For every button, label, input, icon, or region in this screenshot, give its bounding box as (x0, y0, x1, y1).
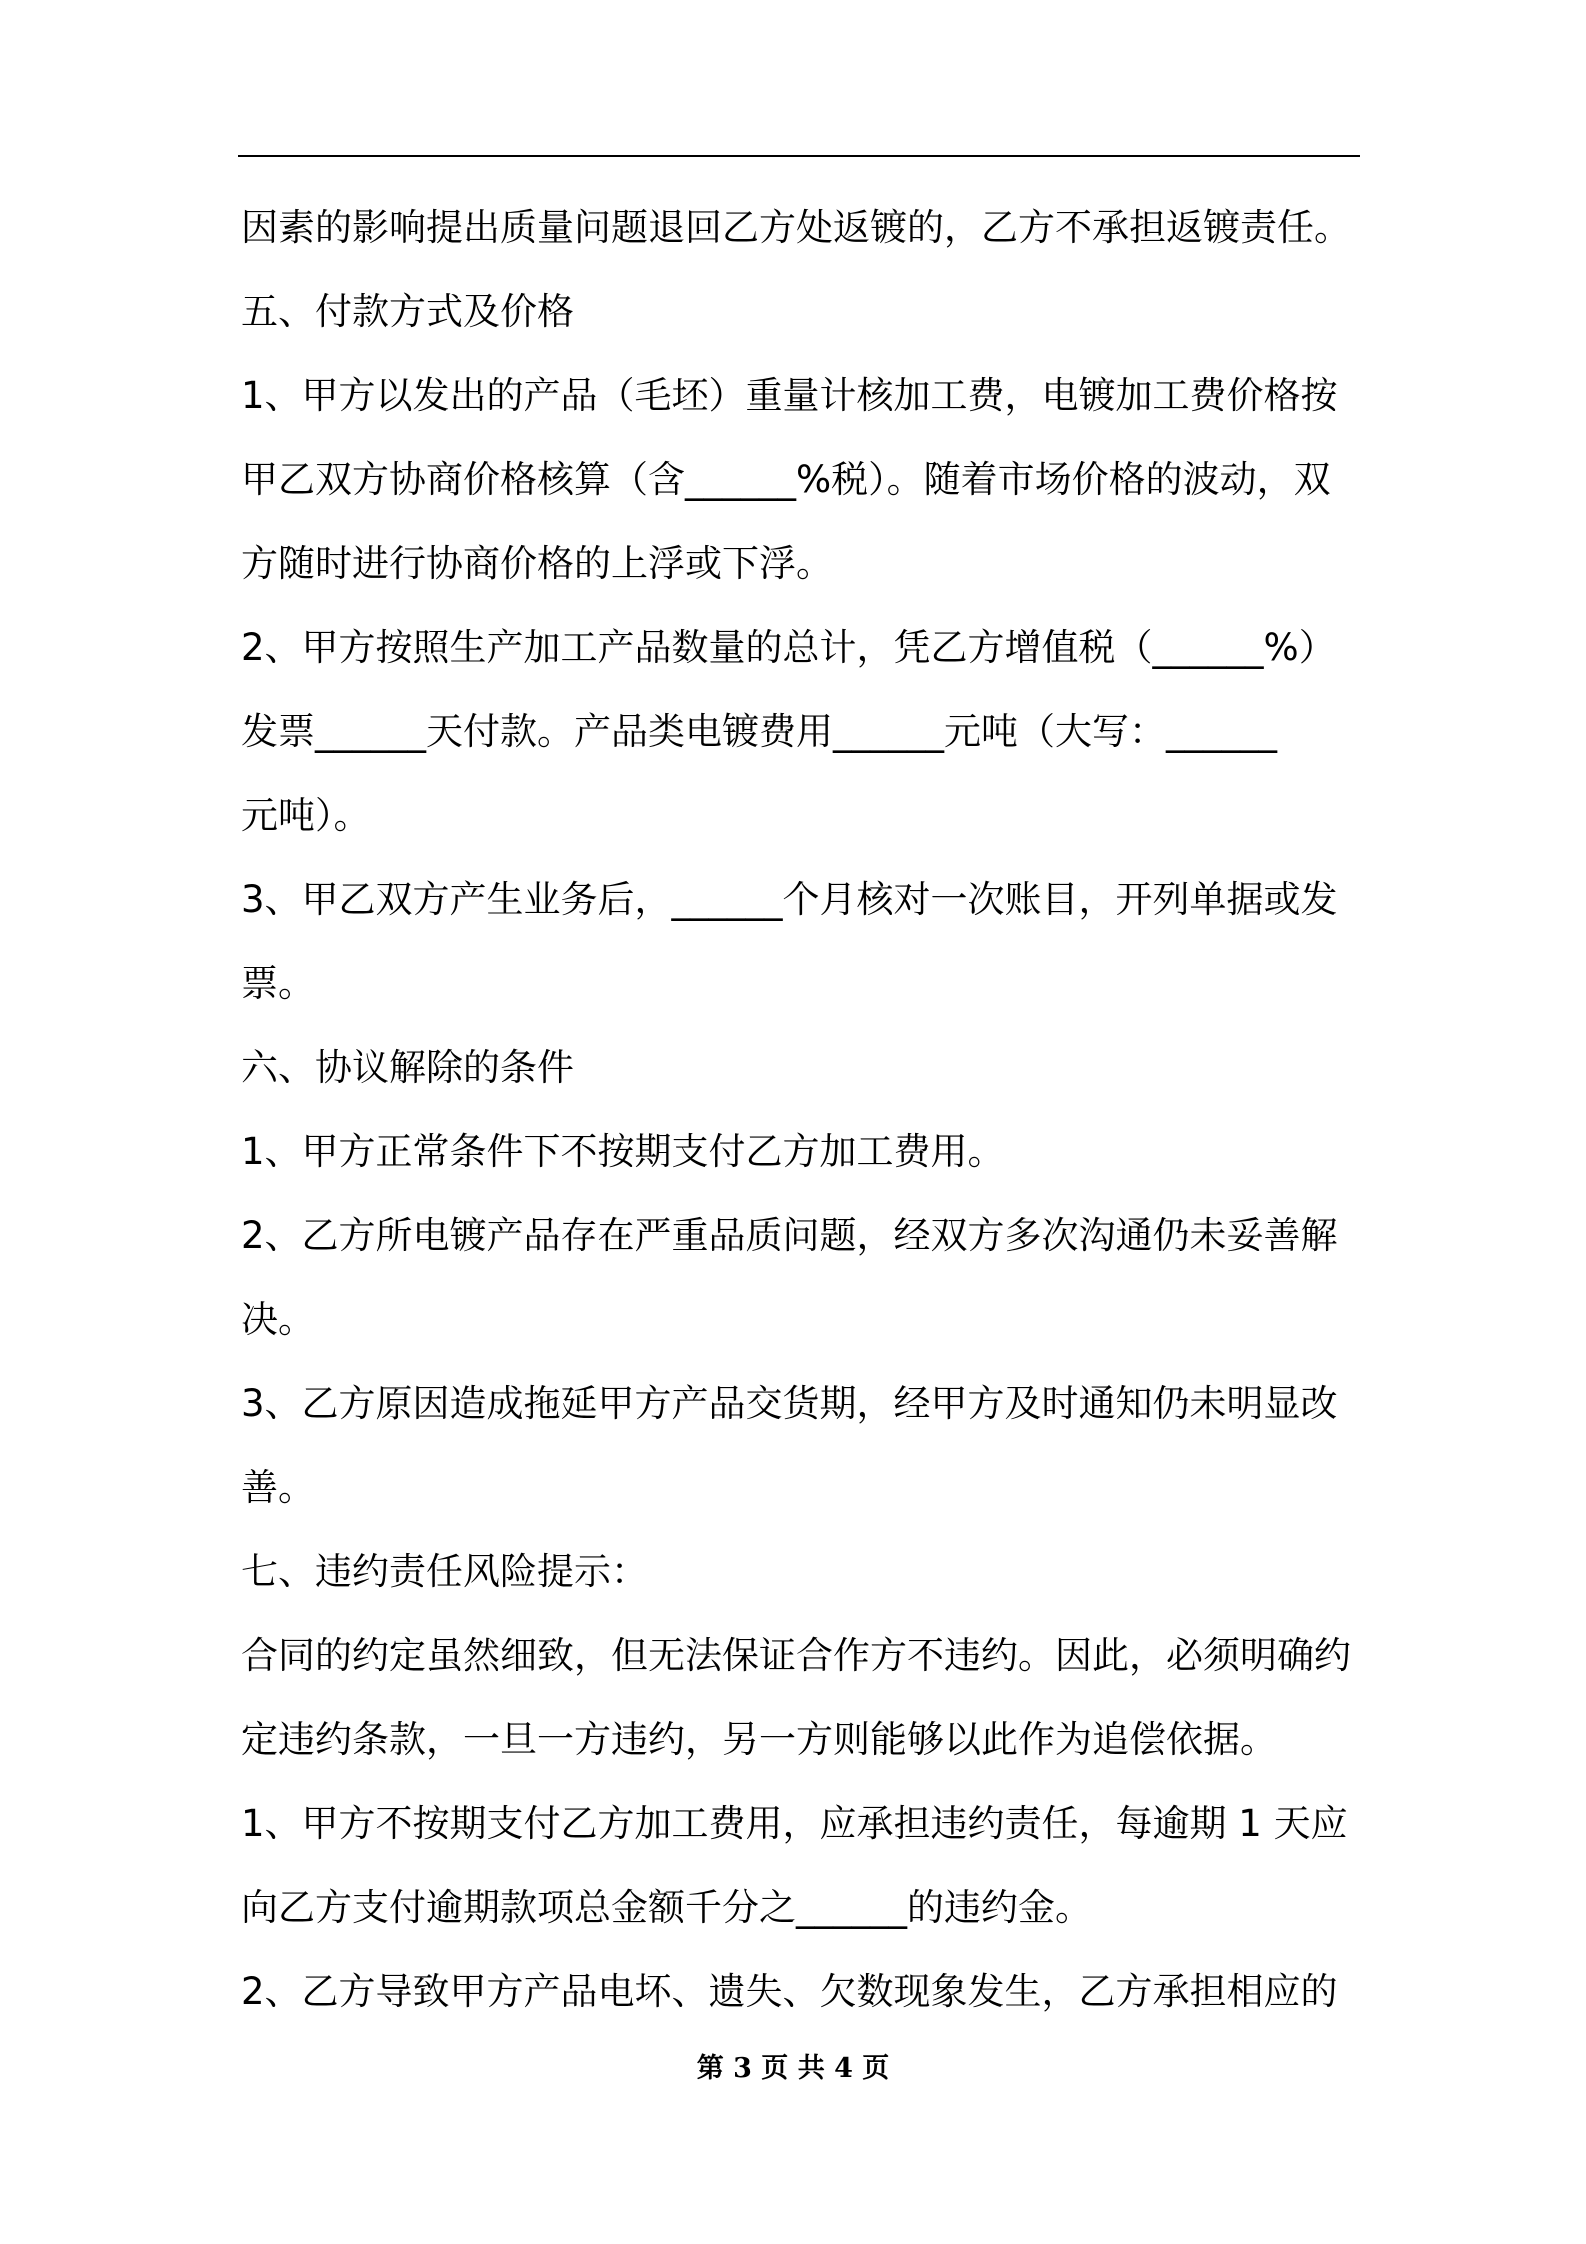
text-line: 1、甲方正常条件下不按期支付乙方加工费用。 (241, 1130, 1005, 1173)
text-line: 元吨）。 (241, 794, 371, 837)
text-line: 1、甲方以发出的产品（毛坯）重量计核加工费，电镀加工费价格按 (241, 374, 1338, 417)
text-line: 方随时进行协商价格的上浮或下浮。 (241, 542, 833, 585)
header-rule (238, 155, 1360, 157)
text-line: 1、甲方不按期支付乙方加工费用，应承担违约责任，每逾期 1 天应 (241, 1802, 1348, 1845)
section-heading-liability: 七、违约责任风险提示： (241, 1550, 648, 1593)
text-line: 3、乙方原因造成拖延甲方产品交货期，经甲方及时通知仍未明显改 (241, 1382, 1338, 1425)
text-line: 甲乙双方协商价格核算（含______%税）。随着市场价格的波动，双 (241, 458, 1331, 501)
text-line: 决。 (241, 1298, 315, 1341)
text-line: 2、甲方按照生产加工产品数量的总计，凭乙方增值税（______%） (241, 626, 1336, 669)
section-heading-payment: 五、付款方式及价格 (241, 290, 574, 333)
section-heading-termination: 六、协议解除的条件 (241, 1046, 574, 1089)
text-line: 向乙方支付逾期款项总金额千分之______的违约金。 (241, 1886, 1092, 1929)
text-line: 善。 (241, 1466, 315, 1509)
text-line: 3、甲乙双方产生业务后，______个月核对一次账目，开列单据或发 (241, 878, 1338, 921)
page-number: 第 3 页 共 4 页 (696, 2053, 890, 2084)
text-line: 2、乙方所电镀产品存在严重品质问题，经双方多次沟通仍未妥善解 (241, 1214, 1338, 1257)
text-line: 发票______天付款。产品类电镀费用______元吨（大写：______ (241, 710, 1277, 753)
text-line: 票。 (241, 962, 315, 1005)
text-line: 定违约条款，一旦一方违约，另一方则能够以此作为追偿依据。 (241, 1718, 1277, 1761)
text-line: 因素的影响提出质量问题退回乙方处返镀的，乙方不承担返镀责任。 (241, 206, 1351, 249)
text-line: 合同的约定虽然细致，但无法保证合作方不违约。因此，必须明确约 (241, 1634, 1351, 1677)
text-line: 2、乙方导致甲方产品电坏、遗失、欠数现象发生，乙方承担相应的 (241, 1970, 1338, 2013)
